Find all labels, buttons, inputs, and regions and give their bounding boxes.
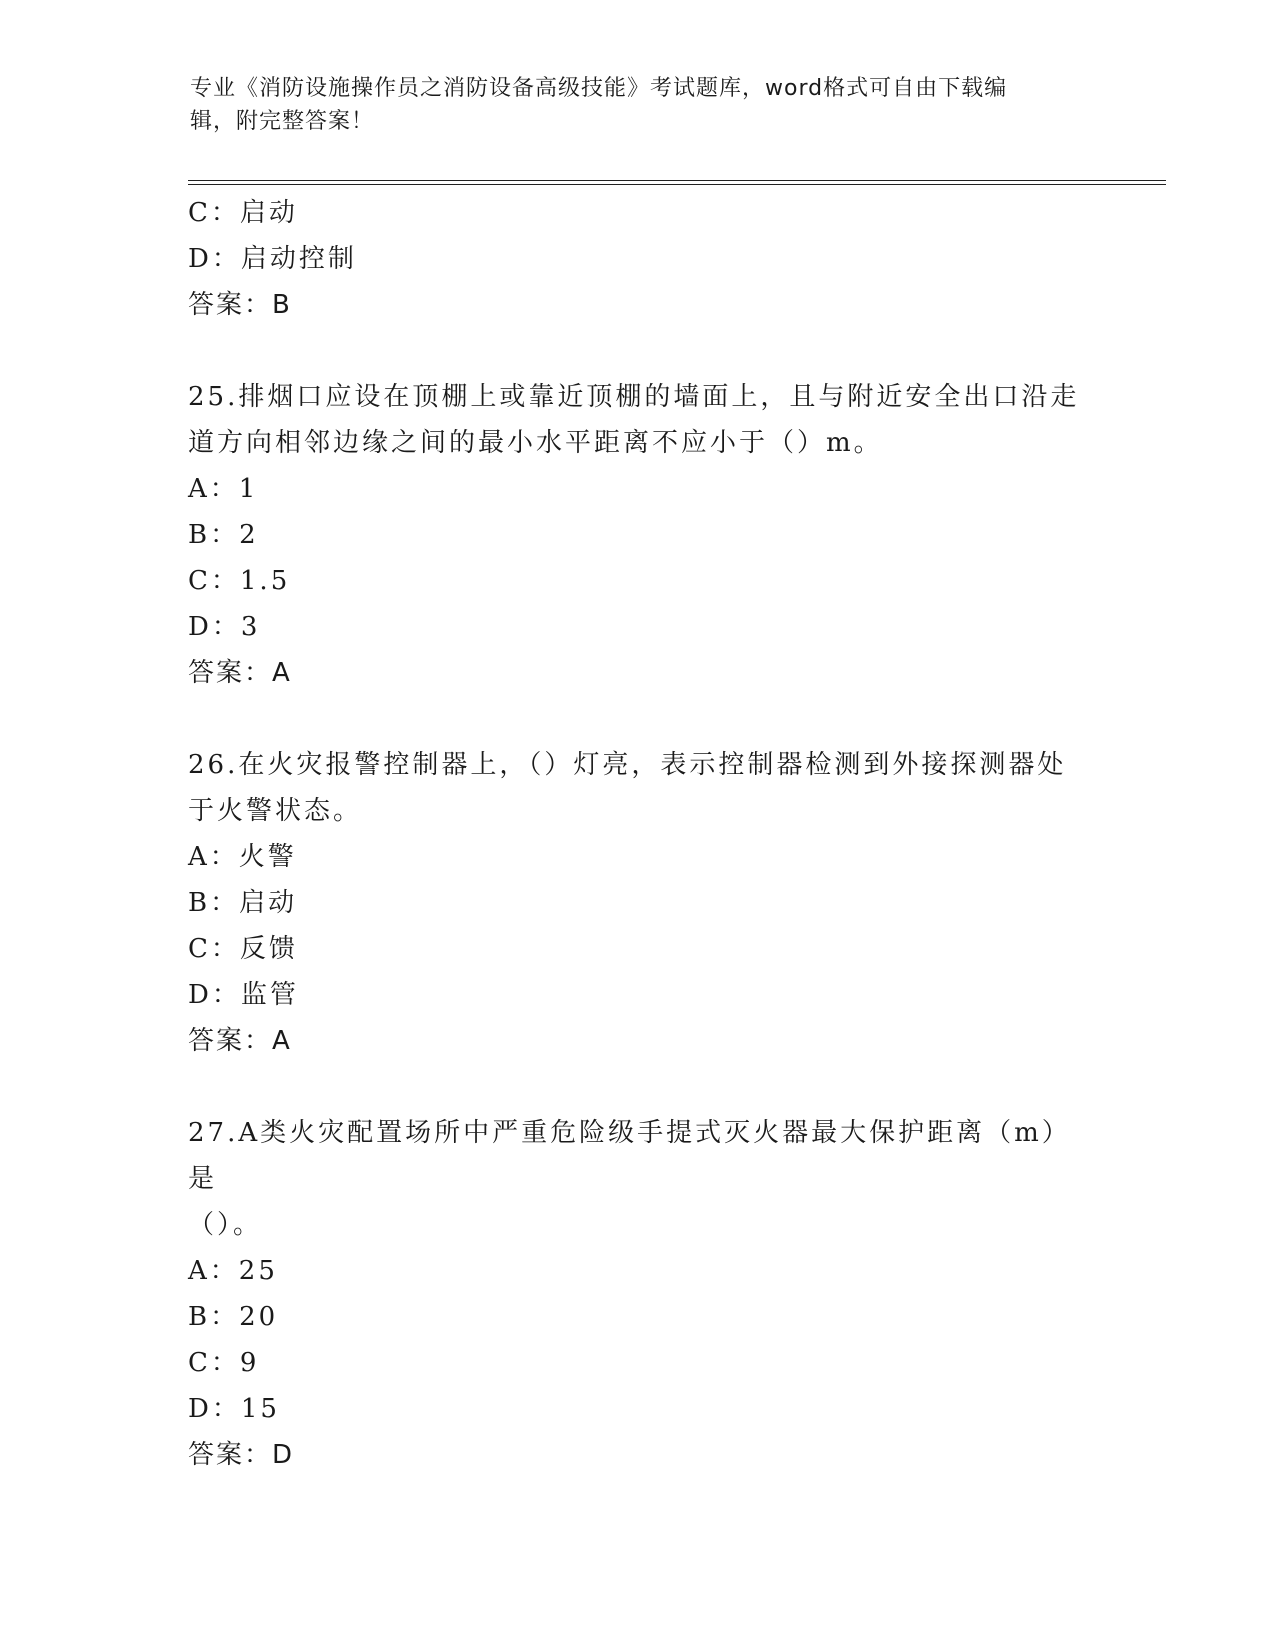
- answer-line: 答案：D: [188, 1440, 295, 1470]
- question-text-line-2: 于火警状态。: [188, 796, 363, 826]
- header-line-2: 辑，附完整答案！: [190, 109, 375, 134]
- option-b: B：启动: [188, 888, 298, 918]
- option-c: C：9: [188, 1348, 260, 1378]
- question-26: [188, 742, 1088, 1064]
- question-content: [188, 190, 1088, 1478]
- question-25: [188, 374, 1088, 696]
- option-a: A：25: [188, 1256, 278, 1286]
- option-c: C：反馈: [188, 934, 298, 964]
- question-text-line-1: 26.在火灾报警控制器上，（）灯亮，表示控制器检测到外接探测器处: [188, 750, 1067, 780]
- answer-line: 答案：A: [188, 1026, 292, 1056]
- option-b: B：20: [188, 1302, 279, 1332]
- option-d: D：15: [188, 1394, 280, 1424]
- option-c: C：启动: [188, 198, 298, 228]
- document-header: [190, 72, 1090, 138]
- answer-line: 答案：A: [188, 658, 292, 688]
- question-text-line-1: 25.排烟口应设在顶棚上或靠近顶棚的墙面上，且与附近安全出口沿走: [188, 382, 1080, 412]
- option-d: D：3: [188, 612, 261, 642]
- answer-line: 答案：B: [188, 290, 292, 320]
- partial-question: [188, 190, 1088, 328]
- option-b: B：2: [188, 520, 259, 550]
- question-text-line-2: 道方向相邻边缘之间的最小水平距离不应小于（）m。: [188, 428, 883, 458]
- question-27: [188, 1110, 1088, 1478]
- option-c: C：1.5: [188, 566, 291, 596]
- question-text-line-2: （）。: [188, 1210, 263, 1240]
- header-divider-top: [188, 180, 1166, 181]
- question-text-line-1: 27.A类火灾配置场所中严重危险级手提式灭火器最大保护距离（m）是: [188, 1118, 1071, 1194]
- option-a: A：火警: [188, 842, 297, 872]
- header-divider-bottom: [188, 184, 1166, 185]
- option-d: D：启动控制: [188, 244, 357, 274]
- header-line-1: 专业《消防设施操作员之消防设备高级技能》考试题库，word格式可自由下载编: [190, 76, 1008, 101]
- option-a: A：1: [188, 474, 259, 504]
- option-d: D：监管: [188, 980, 299, 1010]
